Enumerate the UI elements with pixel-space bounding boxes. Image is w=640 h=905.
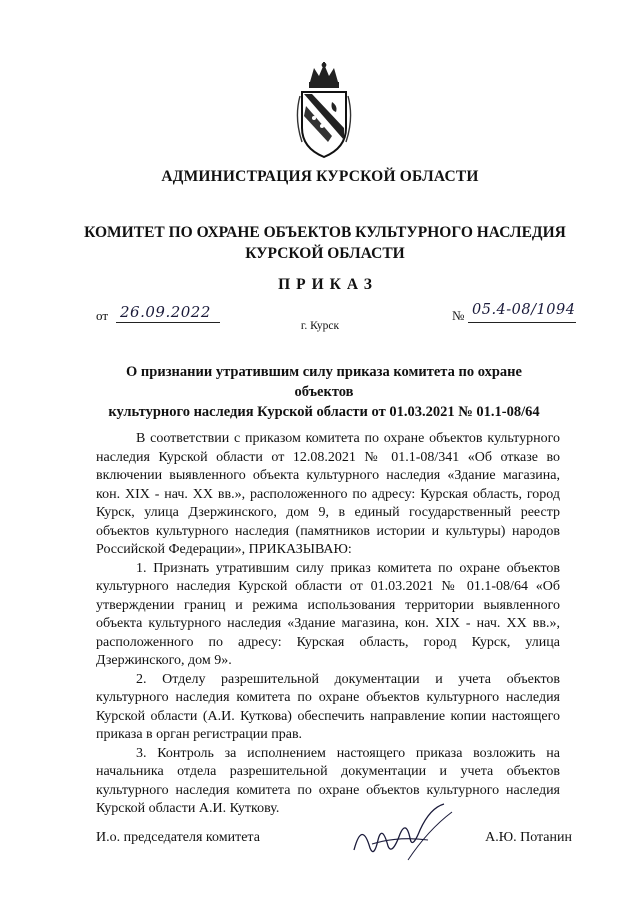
- handwritten-date: 26.09.2022: [120, 303, 211, 321]
- signatory-position: И.о. председателя комитета: [96, 830, 260, 845]
- committee-header-line2: КУРСКОЙ ОБЛАСТИ: [245, 245, 405, 262]
- document-type: ПРИКАЗ: [278, 276, 378, 293]
- crown-icon: [309, 62, 339, 88]
- coat-of-arms-emblem: [292, 62, 356, 160]
- document-title-line1: О признании утратившим силу приказа комитета по охране объектов: [126, 364, 522, 400]
- shield-icon: [302, 92, 346, 157]
- signatory-name: А.Ю. Потанин: [485, 830, 572, 845]
- signature-block: [96, 822, 576, 882]
- date-label: от: [96, 308, 109, 323]
- document-title-line2: культурного наследия Курской области от 01.03.2021 № 01.1-08/64: [108, 404, 540, 420]
- document-body: [96, 430, 560, 819]
- order-item-3: 3. Контроль за исполнением настоящего приказа возложить на начальника отдела разрешительной документации и учета объектов культурного наследия комитета по охране объектов культурного наследия Курской области А.И. Куткову.: [96, 745, 560, 816]
- preamble-paragraph: В соответствии с приказом комитета по охране объектов культурного наследия Курской области от 12.08.2021 № 01.1-08/341 «Об отказе во включении выявленного объекта культурного наследия «Здание магазина, кон. XIX - нач. XX вв.», расположенного по адресу: Курская область, город Курск, улица Дзержинского, дом 9, в единый государственный реестр объектов культурного наследия (памятников истории и культуры) народов Российской Федерации», ПРИКАЗЫВАЮ:: [96, 431, 560, 557]
- committee-header-line1: КОМИТЕТ ПО ОХРАНЕ ОБЪЕКТОВ КУЛЬТУРНОГО НАСЛЕДИЯ: [84, 224, 566, 241]
- order-item-1: 1. Признать утратившим силу приказ комитета по охране объектов культурного наследия Курской области от 01.03.2021 № 01.1-08/64 «Об утверждении границ и режима использования территории выявленного объекта культурного наследия «Здание магазина, кон. XIX - нач. XX вв.», расположенного по адресу: Курская область, город Курск, улица Дзержинского, дом 9».: [96, 560, 560, 668]
- committee-header: [70, 222, 580, 264]
- order-item-2: 2. Отделу разрешительной документации и учета объектов культурного наследия комитета по охране объектов культурного наследия Курской области (А.И. Куткова) обеспечить направление копии настоящего приказа в орган регистрации прав.: [96, 671, 560, 742]
- number-label: №: [452, 308, 465, 323]
- administration-header: АДМИНИСТРАЦИЯ КУРСКОЙ ОБЛАСТИ: [161, 168, 479, 185]
- city-label: г. Курск: [300, 320, 340, 332]
- handwritten-signature: [348, 800, 458, 864]
- handwritten-number: 05.4-08/1094: [472, 302, 576, 318]
- document-title: [100, 362, 548, 422]
